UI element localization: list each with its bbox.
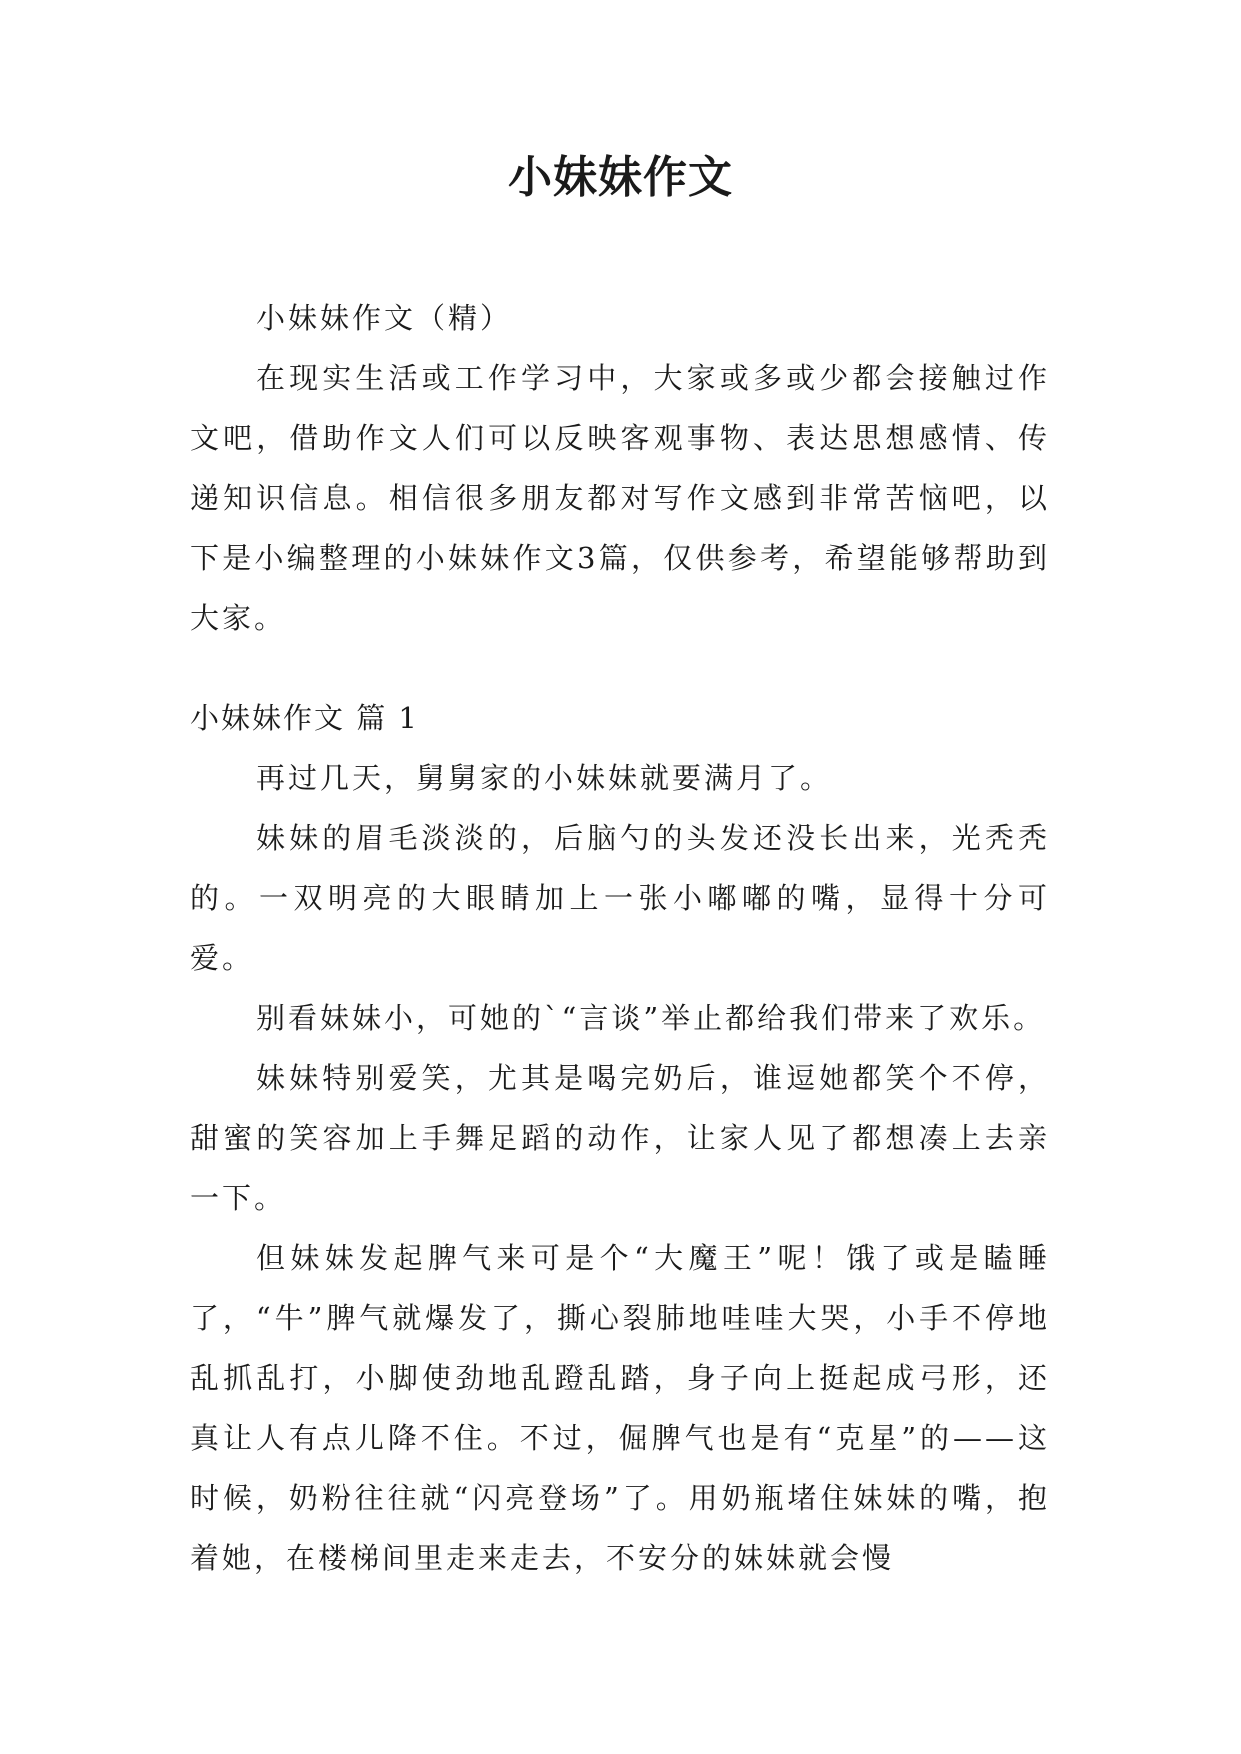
document-title: 小妹妹作文 — [508, 152, 733, 203]
paragraph: 妹妹的眉毛淡淡的，后脑勺的头发还没长出来，光秃秃的。一双明亮的大眼睛加上一张小嘟嘟的嘴，显得十分可爱。 — [190, 821, 1050, 975]
section-heading: 小妹妹作文 篇 1 — [190, 701, 419, 735]
paragraph: 妹妹特别爱笑，尤其是喝完奶后，谁逗她都笑个不停，甜蜜的笑容加上手舞足蹈的动作，让家人见了都想凑上去亲一下。 — [190, 1061, 1050, 1215]
intro-heading: 小妹妹作文（精） — [256, 301, 513, 335]
paragraph: 但妹妹发起脾气来可是个“大魔王”呢！饿了或是瞌睡了，“牛”脾气就爆发了，撕心裂肺地哇哇大哭，小手不停地乱抓乱打，小脚使劲地乱蹬乱踏，身子向上挺起成弓形，还真让人有点儿降不住。不过，倔脾气也是有“克星”的——这时候，奶粉往往就“闪亮登场”了。用奶瓶堵住妹妹的嘴，抱着她，在楼梯间里走来走去，不安分的妹妹就会慢 — [190, 1241, 1050, 1575]
paragraph: 别看妹妹小，可她的`“言谈”举止都给我们带来了欢乐。 — [256, 1001, 1046, 1035]
intro-paragraph: 在现实生活或工作学习中，大家或多或少都会接触过作文吧，借助作文人们可以反映客观事物、表达思想感情、传递知识信息。相信很多朋友都对写作文感到非常苦恼吧，以下是小编整理的小妹妹作文3篇，仅供参考，希望能够帮助到大家。 — [190, 361, 1050, 635]
paragraph: 再过几天，舅舅家的小妹妹就要满月了。 — [256, 761, 833, 795]
section-body — [190, 748, 1050, 1588]
